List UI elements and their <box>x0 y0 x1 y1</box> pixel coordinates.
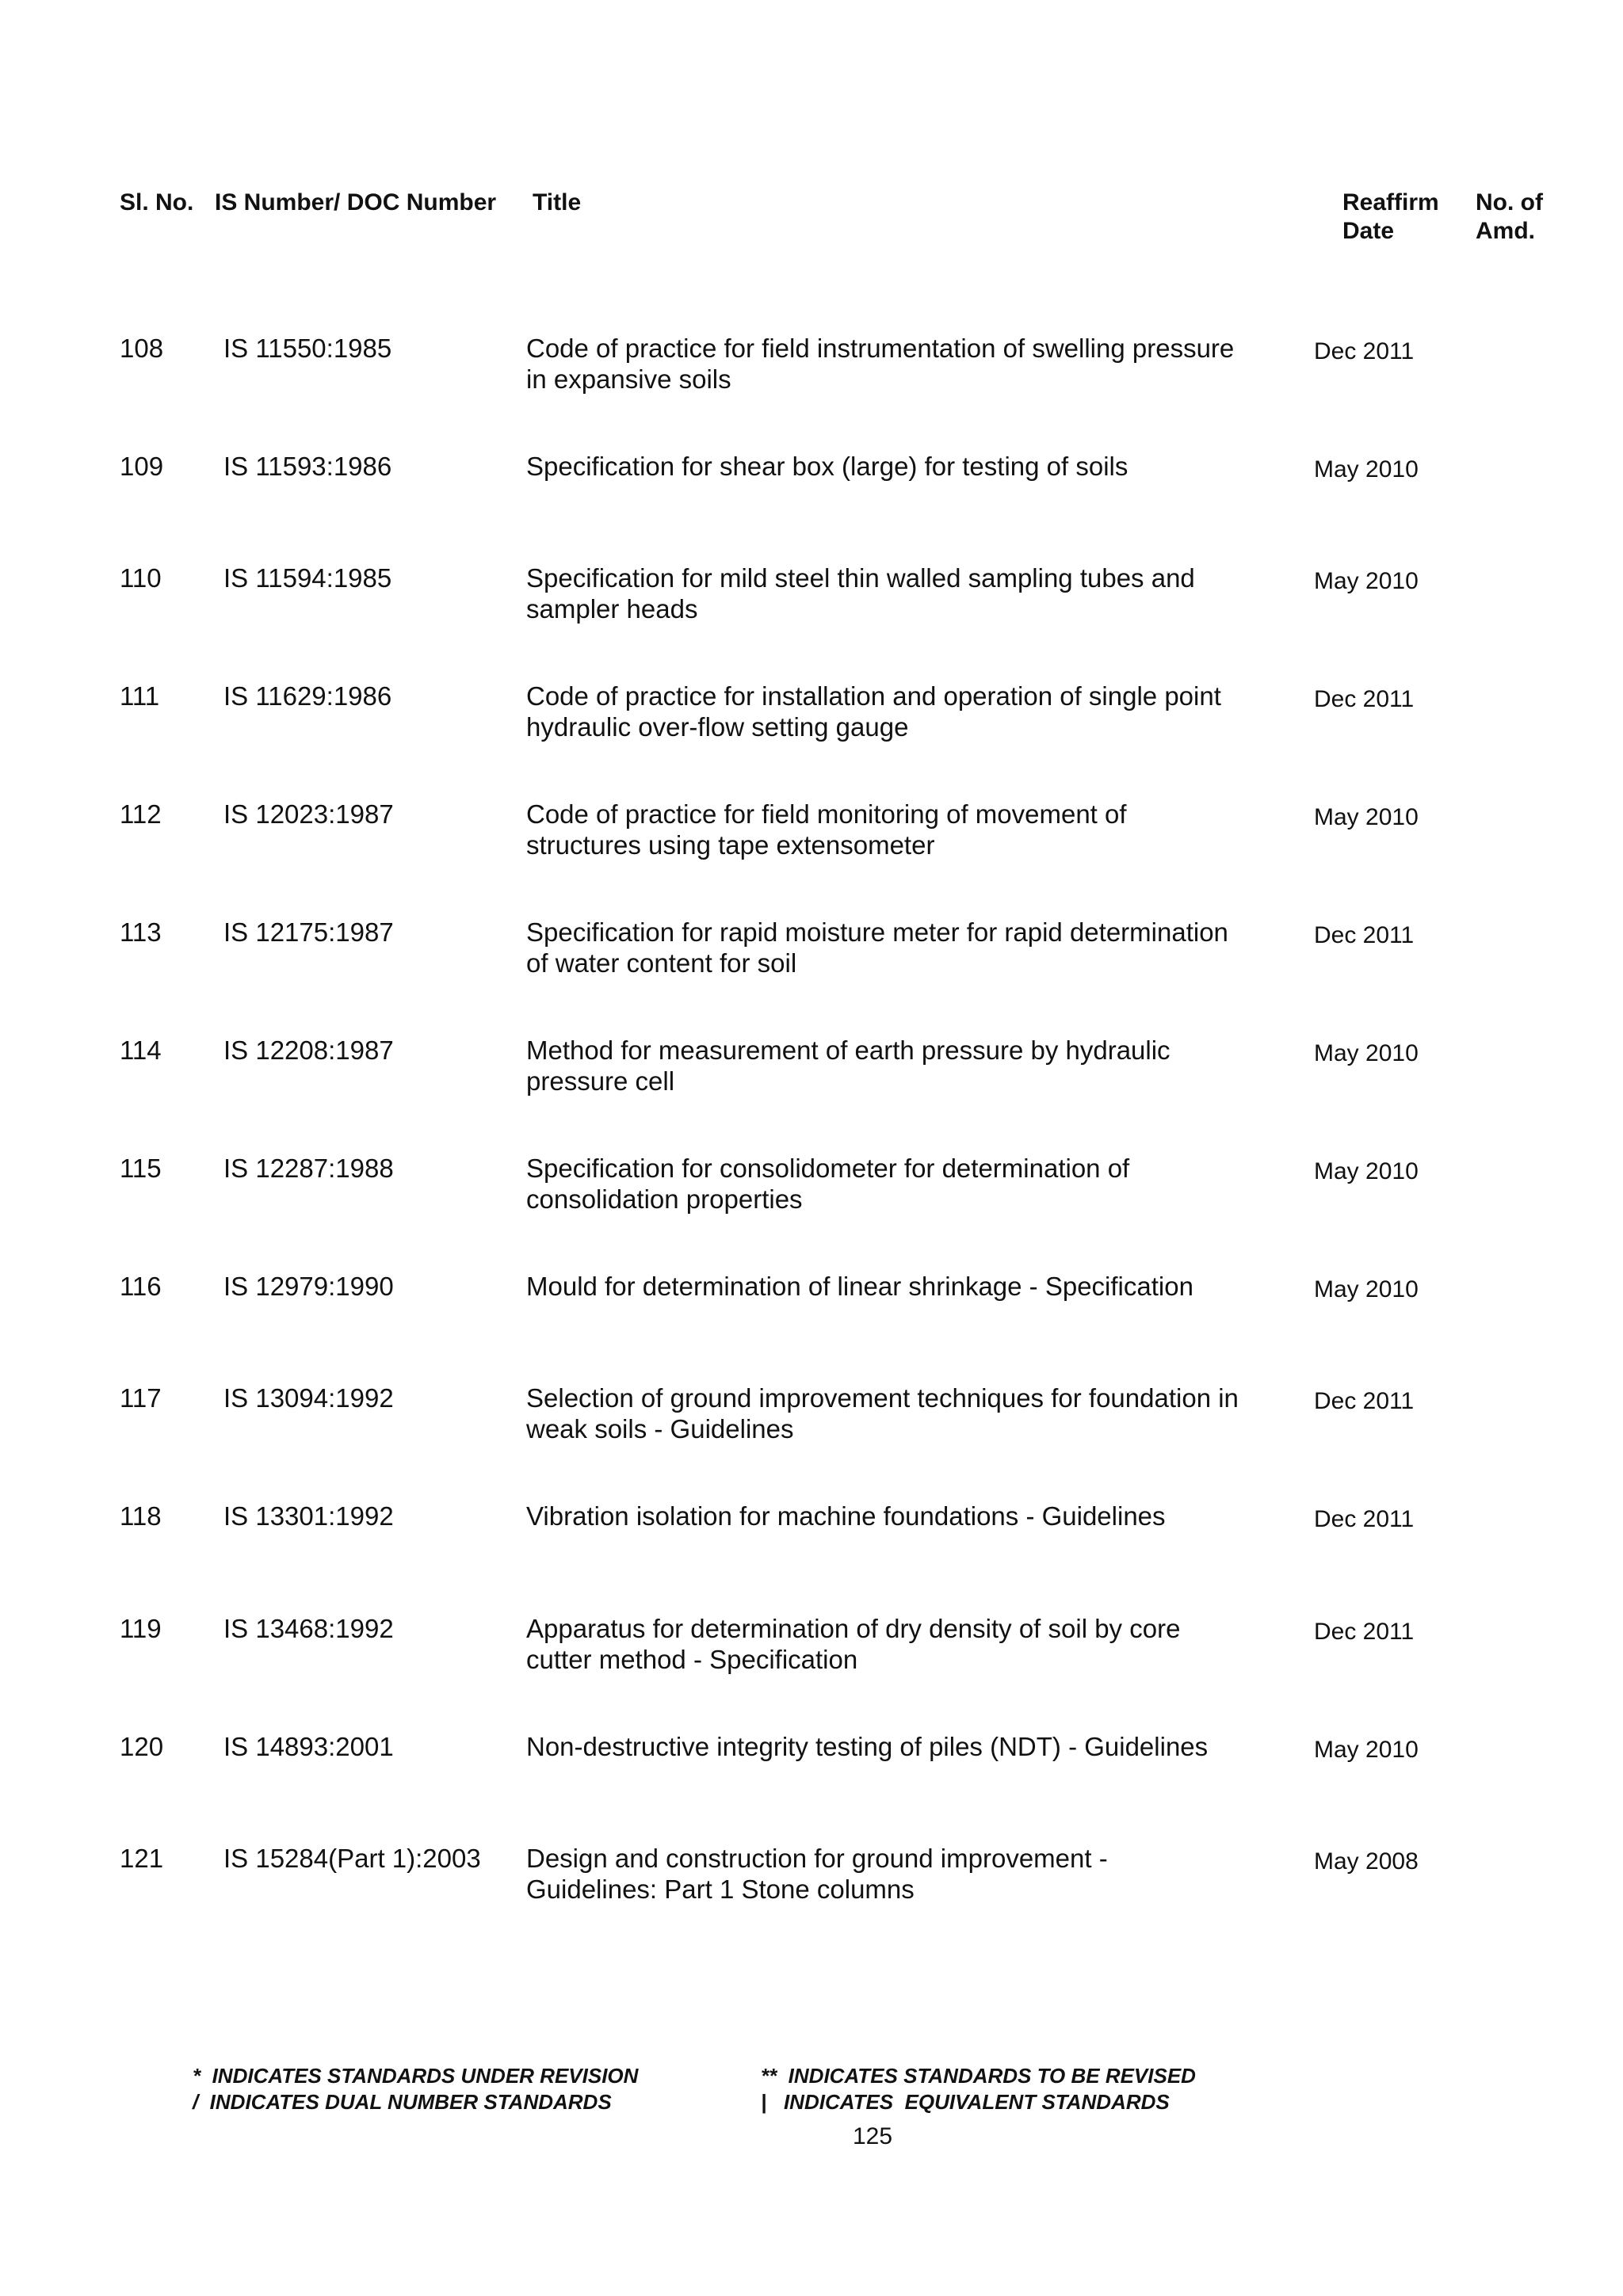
row-reaffirm-date: Dec 2011 <box>1314 338 1415 364</box>
row-title: Apparatus for determination of dry density of soil by core cutter method - Specification <box>526 1614 1181 1674</box>
row-is-number: IS 12208:1987 <box>223 1035 394 1065</box>
row-is-number: IS 12979:1990 <box>223 1272 394 1301</box>
legend-dual-number: / INDICATES DUAL NUMBER STANDARDS <box>193 2090 612 2114</box>
row-reaffirm-date: May 2010 <box>1314 1158 1419 1184</box>
row-title: Mould for determination of linear shrinkage - Specification <box>526 1272 1193 1301</box>
row-sl-no: 120 <box>120 1732 164 1761</box>
row-title: Method for measurement of earth pressure by hydraulic pressure cell <box>526 1035 1170 1096</box>
row-reaffirm-date: May 2010 <box>1314 1040 1419 1066</box>
row-title: Specification for mild steel thin walled sampling tubes and sampler heads <box>526 563 1195 624</box>
row-sl-no: 111 <box>120 681 160 711</box>
row-reaffirm-date: May 2010 <box>1314 1276 1419 1302</box>
row-title: Specification for consolidometer for determination of consolidation properties <box>526 1154 1130 1214</box>
row-title: Non-destructive integrity testing of piles (NDT) - Guidelines <box>526 1732 1209 1761</box>
header-no-of-amd: No. of Amd. <box>1476 189 1543 244</box>
row-reaffirm-date: Dec 2011 <box>1314 1619 1415 1645</box>
row-reaffirm-date: May 2010 <box>1314 456 1419 482</box>
row-title: Code of practice for field monitoring of movement of structures using tape extensometer <box>526 799 1127 860</box>
row-sl-no: 117 <box>120 1383 162 1413</box>
row-title: Vibration isolation for machine foundations - Guidelines <box>526 1501 1166 1531</box>
row-is-number: IS 11594:1985 <box>223 563 392 593</box>
row-title: Specification for rapid moisture meter for rapid determination of water content for soil <box>526 917 1228 978</box>
row-reaffirm-date: Dec 2011 <box>1314 922 1415 948</box>
row-reaffirm-date: May 2010 <box>1314 1737 1419 1763</box>
row-reaffirm-date: May 2010 <box>1314 568 1419 594</box>
row-is-number: IS 13468:1992 <box>223 1614 394 1643</box>
row-title: Selection of ground improvement techniques for foundation in weak soils - Guidelines <box>526 1383 1239 1444</box>
row-reaffirm-date: May 2008 <box>1314 1848 1419 1875</box>
row-sl-no: 115 <box>120 1154 162 1183</box>
row-reaffirm-date: Dec 2011 <box>1314 1388 1415 1414</box>
row-is-number: IS 14893:2001 <box>223 1732 394 1761</box>
row-is-number: IS 12175:1987 <box>223 917 394 947</box>
row-reaffirm-date: Dec 2011 <box>1314 686 1415 712</box>
row-sl-no: 121 <box>120 1844 164 1873</box>
row-is-number: IS 11629:1986 <box>223 681 392 711</box>
header-is-number: IS Number/ DOC Number <box>215 189 497 215</box>
row-sl-no: 112 <box>120 799 162 829</box>
row-sl-no: 108 <box>120 334 164 363</box>
row-is-number: IS 12287:1988 <box>223 1154 394 1183</box>
row-sl-no: 110 <box>120 563 162 593</box>
row-is-number: IS 12023:1987 <box>223 799 394 829</box>
row-reaffirm-date: May 2010 <box>1314 804 1419 830</box>
legend-under-revision: * INDICATES STANDARDS UNDER REVISION <box>193 2064 639 2088</box>
page-number: 125 <box>853 2123 893 2149</box>
row-sl-no: 113 <box>120 917 162 947</box>
header-title: Title <box>533 189 582 215</box>
row-is-number: IS 15284(Part 1):2003 <box>223 1844 481 1873</box>
row-title: Specification for shear box (large) for testing of soils <box>526 452 1128 481</box>
legend-equivalent: | INDICATES EQUIVALENT STANDARDS <box>761 2090 1170 2114</box>
header-sl-no: Sl. No. <box>120 189 194 215</box>
row-title: Code of practice for field instrumentation of swelling pressure in expansive soils <box>526 334 1235 394</box>
row-sl-no: 119 <box>120 1614 162 1643</box>
row-title: Design and construction for ground improvement - Guidelines: Part 1 Stone columns <box>526 1844 1108 1904</box>
row-sl-no: 118 <box>120 1501 162 1531</box>
table-header <box>0 189 1623 252</box>
row-title: Code of practice for installation and operation of single point hydraulic over-flow setting gauge <box>526 681 1221 742</box>
row-is-number: IS 11593:1986 <box>223 452 392 481</box>
row-is-number: IS 13301:1992 <box>223 1501 394 1531</box>
row-sl-no: 109 <box>120 452 164 481</box>
row-sl-no: 116 <box>120 1272 162 1301</box>
row-reaffirm-date: Dec 2011 <box>1314 1506 1415 1532</box>
row-sl-no: 114 <box>120 1035 162 1065</box>
row-is-number: IS 13094:1992 <box>223 1383 394 1413</box>
row-is-number: IS 11550:1985 <box>223 334 392 363</box>
legend-to-be-revised: ** INDICATES STANDARDS TO BE REVISED <box>761 2064 1196 2088</box>
header-reaffirm-date: Reaffirm Date <box>1342 189 1439 244</box>
